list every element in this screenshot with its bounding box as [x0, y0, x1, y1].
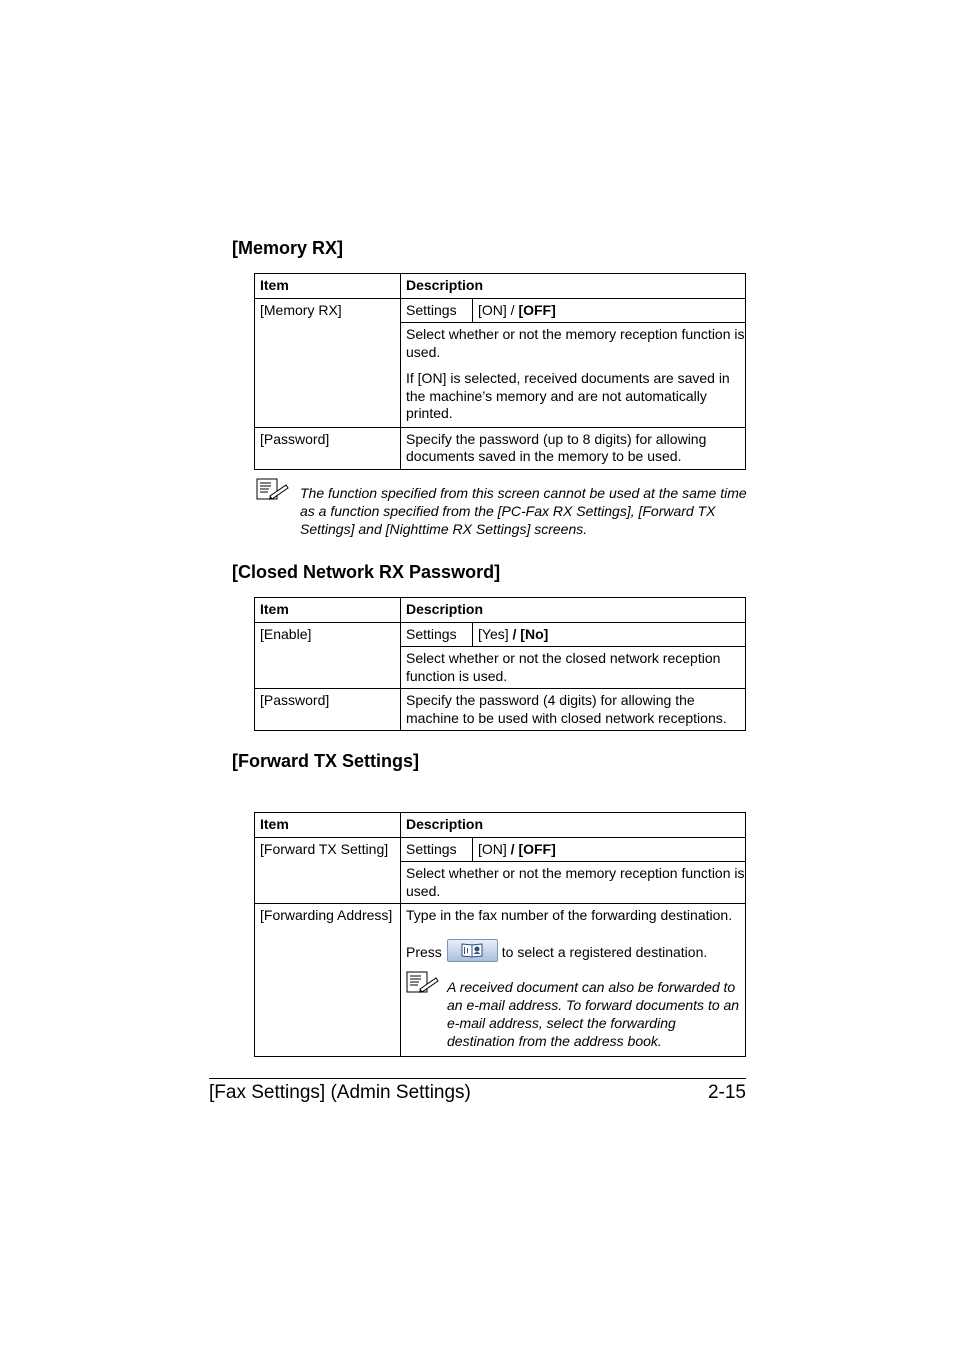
note-pencil-icon — [256, 478, 290, 502]
note-text: The function specified from this screen cannot be used at the same time as a function specified from the [PC-Fax RX Settings], [Forward TX Settings] and [Nighttime RX Settings] screens. — [300, 485, 747, 537]
table-cell-description — [401, 323, 746, 428]
setting-option-yes: [Yes] — [478, 625, 513, 642]
table-cell-description — [401, 904, 746, 1057]
table-header-item: Item — [255, 274, 401, 299]
table-cell-description: Specify the password (4 digits) for allowing the machine to be used with closed network receptions. — [401, 689, 746, 731]
table-cell-settings-label: Settings — [401, 622, 473, 647]
section-heading-closed-network: [Closed Network RX Password] — [232, 562, 501, 582]
forward-tx-table — [254, 812, 746, 1057]
table-header-item: Item — [255, 598, 401, 623]
footer-divider — [209, 1078, 746, 1079]
table-header-description: Description — [401, 813, 746, 838]
closed-network-table — [254, 597, 746, 731]
table-cell-item: [Password] — [255, 427, 401, 469]
table-cell-item: [Forwarding Address] — [255, 904, 401, 1057]
table-cell-item: [Enable] — [255, 622, 401, 689]
note-text: A received document can also be forwarded to an e-mail address. To forward documents to an e-mail address, select the forwarding destination from the address book. — [447, 978, 740, 1049]
press-label: Press — [406, 943, 442, 960]
table-cell-settings-value — [473, 622, 746, 647]
section-heading-forward-tx: [Forward TX Settings] — [232, 751, 420, 771]
setting-option-default: / [No] — [512, 625, 549, 642]
description-paragraph: If [ON] is selected, received documents are saved in the machine’s memory and are not automatically printed. — [406, 370, 730, 421]
table-cell-description: Select whether or not the memory reception function is used. — [401, 862, 746, 904]
table-cell-description: Select whether or not the closed network reception function is used. — [401, 647, 746, 689]
press-instruction — [406, 942, 742, 965]
press-label-after: to select a registered destination. — [501, 943, 708, 960]
footer-chapter-title: [Fax Settings] (Admin Settings) — [209, 1082, 471, 1103]
table-header-description: Description — [401, 598, 746, 623]
description-paragraph: Type in the fax number of the forwarding destination. — [406, 907, 733, 923]
setting-option-default: [OFF] — [518, 301, 556, 318]
table-cell-item: [Memory RX] — [255, 298, 401, 427]
setting-option-on: [ON] / — [478, 301, 519, 318]
description-paragraph: Select whether or not the memory reception function is used. — [406, 326, 745, 360]
setting-option-on: [ON] — [478, 840, 511, 857]
note-pencil-icon — [406, 971, 440, 995]
table-cell-item: [Password] — [255, 689, 401, 731]
table-cell-item: [Forward TX Setting] — [255, 837, 401, 904]
table-header-item: Item — [255, 813, 401, 838]
table-header-description: Description — [401, 274, 746, 299]
note-forwarding — [406, 971, 742, 1053]
section-heading-memory-rx: [Memory RX] — [232, 238, 344, 258]
footer-page-number: 2-15 — [707, 1082, 746, 1103]
table-cell-settings-label: Settings — [401, 298, 473, 323]
memory-rx-table — [254, 273, 746, 470]
table-cell-settings-value — [473, 298, 746, 323]
table-cell-settings-value — [473, 837, 746, 862]
table-cell-description: Specify the password (up to 8 digits) for allowing documents saved in the memory to be used. — [401, 427, 746, 469]
address-book-icon — [448, 940, 497, 961]
table-cell-settings-label: Settings — [401, 837, 473, 862]
setting-option-default: / [OFF] — [510, 840, 556, 857]
address-book-button[interactable] — [447, 939, 498, 962]
